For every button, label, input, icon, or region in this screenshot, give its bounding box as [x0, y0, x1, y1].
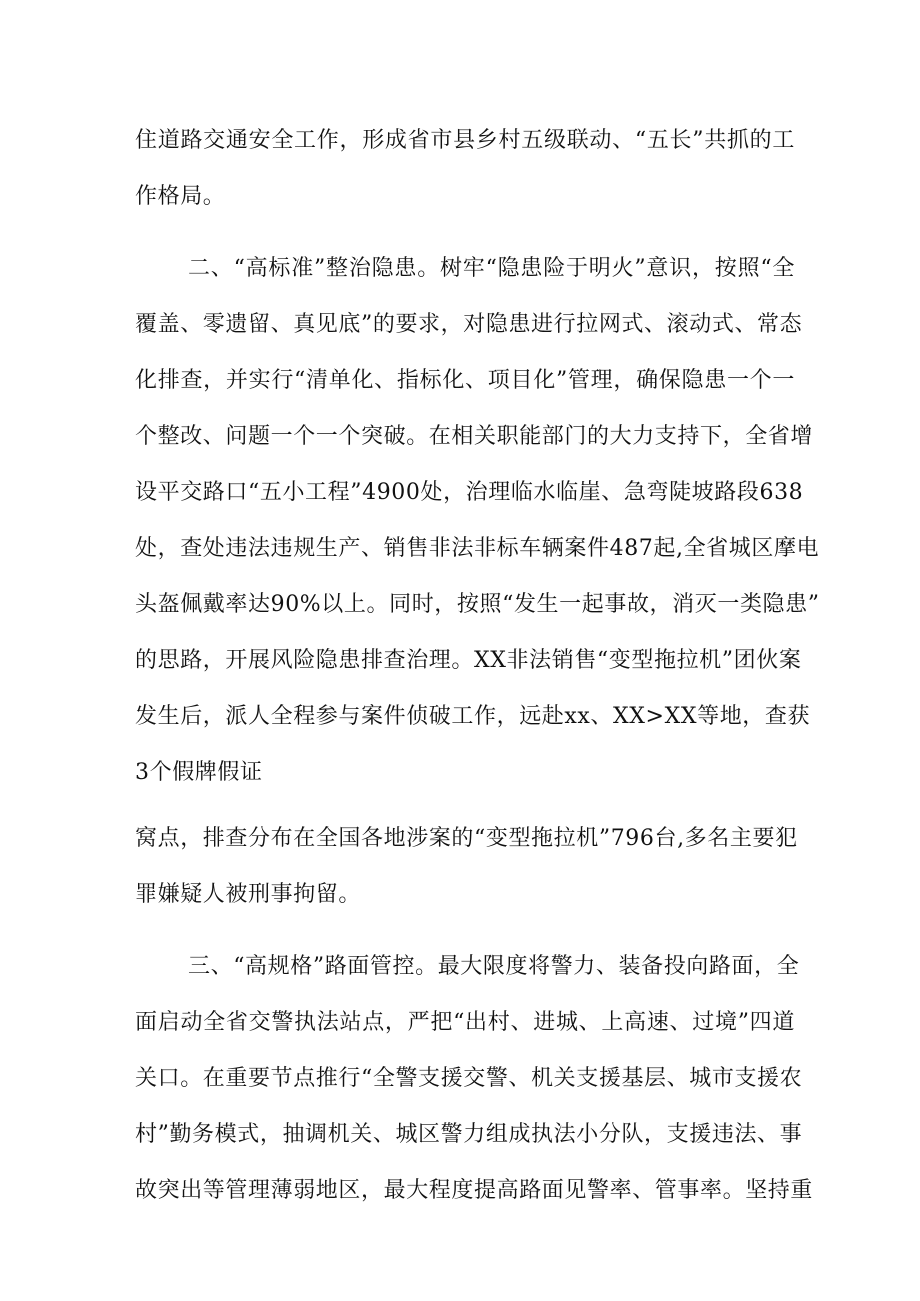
section-heading-line: 二、“高标准”整治隐患。树牢“隐患险于明火”意识，按照“全 [188, 256, 795, 281]
section-heading-line: 三、“高规格”路面管控。最大限度将警力、装备投向路面，全 [188, 954, 800, 979]
text-line: 故突出等管理薄弱地区，最大程度提高路面见警率、管事率。坚持重 [135, 1178, 814, 1203]
text-line: 3个假牌假证 [135, 760, 263, 785]
text-line: 个整改、问题一个一个突破。在相关职能部门的大力支持下，全省增 [135, 424, 814, 449]
text-line: 化排查，并实行“清单化、指标化、项目化”管理，确保隐患一个一 [135, 368, 795, 393]
text-line: 处，查处违法违规生产、销售非法非标车辆案件487起,全省城区摩电 [135, 536, 820, 561]
text-line: 罪嫌疑人被刑事拘留。 [135, 882, 362, 907]
text-line: 头盔佩戴率达90%以上。同时，按照“发生一起事故，消灭一类隐患” [135, 592, 820, 617]
text-line: 发生后，派人全程参与案件侦破工作，远赴xx、XX>XX等地，查获 [135, 704, 811, 729]
text-line: 面启动全省交警执法站点，严把“出村、进城、上高速、过境”四道 [135, 1010, 795, 1035]
text-line: 的思路，开展风险隐患排查治理。XX非法销售“变型拖拉机”团伙案 [135, 648, 802, 673]
text-line: 住道路交通安全工作，形成省市县乡村五级联动、“五长”共抓的工 [135, 128, 795, 153]
text-line: 窝点，排查分布在全国各地涉案的“变型拖拉机”796台,多名主要犯 [135, 826, 798, 851]
text-line: 关口。在重要节点推行“全警支援交警、机关支援基层、城市支援农 [135, 1066, 803, 1091]
text-line: 作格局。 [135, 184, 226, 209]
text-line: 设平交路口“五小工程”4900处，治理临水临崖、急弯陡坡路段638 [135, 480, 804, 505]
text-line: 覆盖、零遗留、真见底”的要求，对隐患进行拉网式、滚动式、常态 [135, 312, 803, 337]
text-line: 村”勤务模式，抽调机关、城区警力组成执法小分队，支援违法、事 [135, 1122, 803, 1147]
